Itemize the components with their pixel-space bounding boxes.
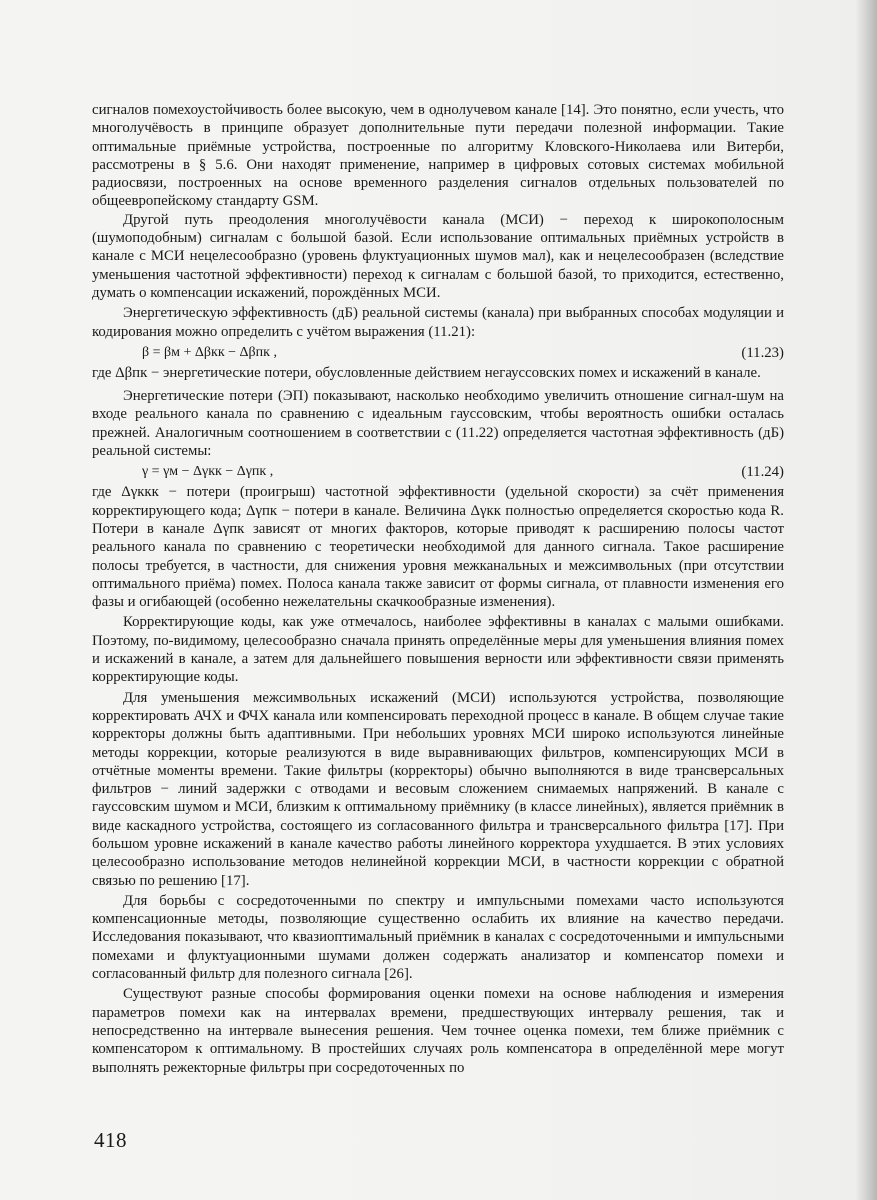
paragraph-where-1: где Δβпк − энергетические потери, обусловленные действием негауссовских помех и искажений в канале.	[92, 364, 761, 381]
paragraph-8: Существуют разные способы формирования оценки помехи на основе наблюдения и измерения параметров помехи как на интервалах времени, предшествующих интервалу решения, так и непосредственно на интервале вынесения решения. Чем точнее оценка помехи, тем ближе приёмник с компенсатором к оптимальному. В простейших случаях роль компенсатора в определённой мере могут выполнять режекторные фильтры при сосредоточенных по	[92, 986, 784, 1076]
formula-expression: γ = γм − Δγкк − Δγпк ,	[142, 464, 274, 480]
paragraph-5: Корректирующие коды, как уже отмечалось, наиболее эффективны в каналах с малыми ошибками. Поэтому, по-видимому, целесообразно сначала принять определённые меры для уменьшения влияния помех и искажений в канале, а затем для дальнейшего повышения верности или эффективности связи применять корректирующие коды.	[92, 614, 784, 686]
body-text	[92, 101, 784, 1077]
formula-number: (11.24)	[741, 464, 784, 481]
paragraph-4: Энергетические потери (ЭП) показывают, насколько необходимо увеличить отношение сигнал-шум на входе реального канала по сравнению с идеальным гауссовским, чтобы вероятность ошибки осталась прежней. Аналогичным соотношением в соответствии с (11.22) определяется частотная эффективность (дБ) реальной системы:	[92, 388, 784, 460]
formula-11-23	[92, 342, 784, 363]
paragraph-7: Для борьбы с сосредоточенными по спектру и импульсными помехами часто используются компенсационные методы, позволяющие существенно ослабить их влияние на качество передачи. Исследования показывают, что квазиоптимальный приёмник в каналах с сосредоточенными и импульсными помехами и флуктуационными шумами должен содержать анализатор и компенсатор помехи и согласованный фильтр для полезного сигнала [26].	[92, 892, 784, 983]
formula-expression: β = βм + Δβкк − Δβпк ,	[142, 344, 277, 360]
formula-number: (11.23)	[741, 344, 784, 361]
page-number: 418	[94, 1128, 127, 1152]
paragraph-6: Для уменьшения межсимвольных искажений (МСИ) используются устройства, позволяющие корректировать АЧХ и ФЧХ канала или компенсировать переходной процесс в канале. В общем случае такие корректоры должны быть адаптивными. При небольших уровнях МСИ широко используются линейные методы коррекции, которые реализуются в виде выравнивающих фильтров, компенсирующих МСИ в отчётные моменты времени. Такие фильтры (корректоры) обычно выполняются в виде трансверсальных фильтров − линий задержки с отводами и весовым сложением снимаемых напряжений. В канале с гауссовским шумом и МСИ, близким к оптимальному приёмнику (в классе линейных), является приёмник в виде каскадного устройства, состоящего из согласованного фильтра и трансверсального фильтра [17]. При большом уровне искажений в канале качество работы линейного корректора ухудшается. В этих условиях целесообразно использование методов нелинейной коррекции МСИ, в частности коррекции с обратной связью по решению [17].	[92, 689, 784, 889]
paragraph-1: сигналов помехоустойчивость более высокую, чем в однолучевом канале [14]. Это понятно, если учесть, что многолучёвость в принципе образует дополнительные пути передачи полезной информации. Такие оптимальные приёмные устройства, построенные по алгоритму Кловского-Николаева или Витерби, рассмотрены в § 5.6. Они находят применение, например в цифровых сотовых системах мобильной радиосвязи, построенных на основе временного разделения сигналов отдельных пользователей по общеевропейскому стандарту GSM.	[92, 102, 784, 210]
page-edge-shadow	[855, 0, 877, 1200]
formula-11-24	[92, 461, 784, 482]
paragraph-where-2: где Δγккк − потери (проигрыш) частотной эффективности (удельной скорости) за счёт применения корректирующего кода; Δγпк − потери в канале. Величина Δγкк полностью определяется скоростью кода R. Потери в канале Δγпк зависят от многих факторов, которые приводят к расширению полосы частот реального канала по сравнению с теоретически необходимой для данного сигнала. Такое расширение полосы требуется, в частности, для снижения уровня межканальных и межсимвольных (при отсутствии оптимального приёма) помех. Полоса канала также зависит от формы сигнала, от плавности изменения его фазы и огибающей (особенно нежелательны скачкообразные изменения).	[92, 484, 784, 611]
paragraph-2: Другой путь преодоления многолучёвости канала (МСИ) − переход к широкополосным (шумоподобным) сигналам с большой базой. Если использование оптимальных приёмных устройств в канале с МСИ нецелесообразно (уровень флуктуационных шумов мал), как и нецелесообразен (вследствие уменьшения частотной эффективности) переход к сигналам с большой базой, то приходится, естественно, думать о компенсации искажений, порождённых МСИ.	[92, 211, 784, 301]
paragraph-3: Энергетическую эффективность (дБ) реальной системы (канала) при выбранных способах модуляции и кодирования можно определить с учётом выражения (11.21):	[92, 305, 784, 340]
